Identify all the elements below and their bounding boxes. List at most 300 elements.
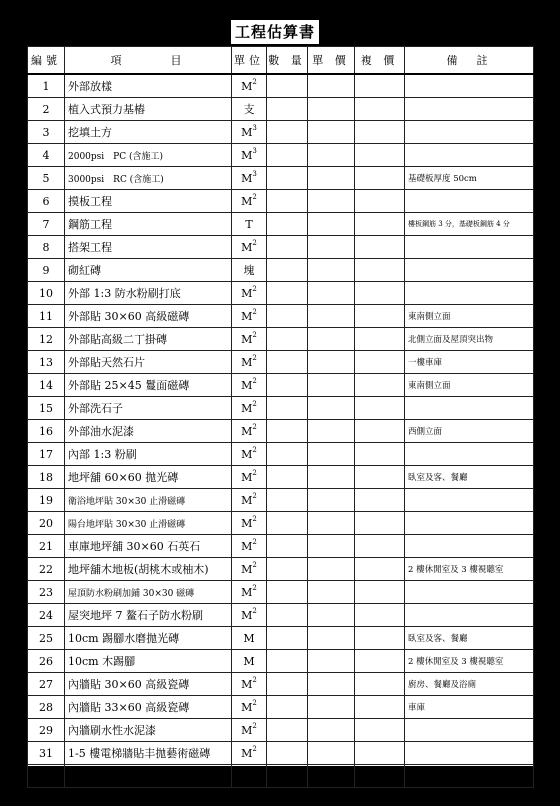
row-total-price <box>355 443 405 466</box>
row-remark: 車庫 <box>405 696 534 719</box>
row-unit-exponent: 3 <box>252 123 257 132</box>
row-item: 外部洗石子 <box>65 397 232 420</box>
row-quantity <box>267 121 308 144</box>
estimate-table <box>27 46 534 788</box>
row-unit-exponent: 2 <box>252 560 257 569</box>
row-unit-price <box>308 236 355 259</box>
row-total-price <box>355 328 405 351</box>
row-unit-price <box>308 650 355 673</box>
row-remark <box>405 121 534 144</box>
row-unit-text: M <box>241 125 253 139</box>
row-quantity <box>267 719 308 742</box>
row-unit-price <box>308 489 355 512</box>
row-number: 28 <box>28 696 65 719</box>
row-remark: 臥室及客、餐廳 <box>405 466 534 489</box>
row-unit <box>232 397 267 420</box>
row-unit-price <box>308 719 355 742</box>
row-unit <box>232 466 267 489</box>
row-unit-exponent: 2 <box>252 284 257 293</box>
row-item: 挖填土方 <box>65 121 232 144</box>
row-number: 29 <box>28 719 65 742</box>
row-item: 內牆貼 33×60 高級瓷磚 <box>65 696 232 719</box>
row-unit-exponent: 2 <box>252 445 257 454</box>
row-total-price <box>355 121 405 144</box>
header-remarks: 備 註 <box>405 47 534 75</box>
row-total-price <box>355 512 405 535</box>
row-unit <box>232 328 267 351</box>
row-unit-text: M <box>241 677 253 691</box>
row-total-price <box>355 190 405 213</box>
row-quantity <box>267 765 308 788</box>
row-unit <box>232 696 267 719</box>
row-unit-text: M <box>241 608 253 622</box>
row-remark: 基礎板厚度 50cm <box>405 167 534 190</box>
row-number: 13 <box>28 351 65 374</box>
row-unit-price <box>308 604 355 627</box>
row-item: 地坪舖木地板(胡桃木或柚木) <box>65 558 232 581</box>
row-item: 陽台地坪貼 30×30 止滑磁磚 <box>65 512 232 535</box>
row-item: 10cm 木踢腳 <box>65 650 232 673</box>
table-row <box>28 374 534 397</box>
row-number: 7 <box>28 213 65 236</box>
row-unit-exponent: 2 <box>252 468 257 477</box>
row-unit-text: M <box>241 148 253 162</box>
row-number: 9 <box>28 259 65 282</box>
row-total-price <box>355 236 405 259</box>
row-unit <box>232 167 267 190</box>
row-total-price <box>355 558 405 581</box>
table-row <box>28 74 534 98</box>
row-quantity <box>267 673 308 696</box>
row-total-price <box>355 489 405 512</box>
row-number: 27 <box>28 673 65 696</box>
table-row <box>28 719 534 742</box>
row-remark: 2 樓休閒室及 3 樓視聽室 <box>405 558 534 581</box>
table-row <box>28 236 534 259</box>
row-item: 內牆貼 30×60 高級瓷磚 <box>65 673 232 696</box>
row-unit-exponent: 2 <box>252 307 257 316</box>
row-quantity <box>267 650 308 673</box>
row-quantity <box>267 489 308 512</box>
row-unit-text: M <box>243 631 255 645</box>
header-item: 項 目 <box>65 47 232 75</box>
row-total-price <box>355 673 405 696</box>
row-total-price <box>355 420 405 443</box>
row-unit-price <box>308 213 355 236</box>
table-row <box>28 190 534 213</box>
row-remark <box>405 719 534 742</box>
row-remark <box>405 98 534 121</box>
row-remark <box>405 144 534 167</box>
header-number: 編號 <box>28 47 65 75</box>
row-quantity <box>267 397 308 420</box>
row-quantity <box>267 374 308 397</box>
row-unit-price <box>308 282 355 305</box>
row-unit-text: M <box>241 194 253 208</box>
row-total-price <box>355 535 405 558</box>
row-quantity <box>267 742 308 765</box>
row-unit-exponent: 2 <box>252 698 257 707</box>
row-unit <box>232 121 267 144</box>
row-unit <box>232 282 267 305</box>
row-unit-price <box>308 351 355 374</box>
row-total-price <box>355 719 405 742</box>
row-total-price <box>355 351 405 374</box>
row-item: 1-5 樓電梯牆進口大理石門面修飾 <box>65 765 232 788</box>
row-unit-price <box>308 558 355 581</box>
table-row <box>28 650 534 673</box>
row-number: 31 <box>28 742 65 765</box>
row-unit-text: M <box>241 746 253 760</box>
table-row <box>28 328 534 351</box>
row-item: 10cm 踢腳水磨拋光磚 <box>65 627 232 650</box>
row-total-price <box>355 259 405 282</box>
row-remark: 北側立面及屋頂突出物 <box>405 328 534 351</box>
row-total-price <box>355 627 405 650</box>
row-item: 外部油水泥漆 <box>65 420 232 443</box>
header-quantity: 數 量 <box>267 47 308 75</box>
row-unit-price <box>308 98 355 121</box>
row-quantity <box>267 98 308 121</box>
row-unit <box>232 558 267 581</box>
row-unit-exponent: 2 <box>252 721 257 730</box>
row-total-price <box>355 466 405 489</box>
row-unit <box>232 512 267 535</box>
row-item: 內牆刷水性水泥漆 <box>65 719 232 742</box>
row-item: 外部放樣 <box>65 74 232 98</box>
row-number: 15 <box>28 397 65 420</box>
row-unit-exponent: 2 <box>252 514 257 523</box>
row-unit <box>232 604 267 627</box>
row-remark <box>405 74 534 98</box>
table-row <box>28 535 534 558</box>
row-quantity <box>267 512 308 535</box>
row-unit <box>232 190 267 213</box>
row-number: 25 <box>28 627 65 650</box>
table-row <box>28 282 534 305</box>
row-number: 8 <box>28 236 65 259</box>
row-number: 10 <box>28 282 65 305</box>
row-quantity <box>267 236 308 259</box>
table-row <box>28 420 534 443</box>
row-number: 3 <box>28 121 65 144</box>
row-unit-price <box>308 121 355 144</box>
row-number: 16 <box>28 420 65 443</box>
row-unit-price <box>308 581 355 604</box>
row-unit-text: M <box>241 493 253 507</box>
row-quantity <box>267 627 308 650</box>
row-unit-price <box>308 328 355 351</box>
row-unit-price <box>308 443 355 466</box>
row-total-price <box>355 98 405 121</box>
row-unit-exponent: 2 <box>252 606 257 615</box>
row-item: 外部貼高級二丁掛磚 <box>65 328 232 351</box>
row-unit-exponent: 2 <box>252 77 257 86</box>
row-quantity <box>267 535 308 558</box>
table-row <box>28 98 534 121</box>
row-number: 12 <box>28 328 65 351</box>
row-unit-price <box>308 512 355 535</box>
header-total-price: 複 價 <box>355 47 405 75</box>
row-total-price <box>355 213 405 236</box>
row-unit <box>232 351 267 374</box>
row-item: 衛浴地坪貼 30×30 止滑磁磚 <box>65 489 232 512</box>
row-quantity <box>267 213 308 236</box>
row-unit-text: M <box>241 401 253 415</box>
row-unit-price <box>308 696 355 719</box>
row-remark <box>405 282 534 305</box>
row-total-price <box>355 604 405 627</box>
table-row <box>28 466 534 489</box>
row-unit-exponent: 2 <box>252 353 257 362</box>
row-unit-price <box>308 466 355 489</box>
table-row <box>28 351 534 374</box>
row-unit-price <box>308 374 355 397</box>
row-unit <box>232 144 267 167</box>
row-unit-price <box>308 673 355 696</box>
row-number: 26 <box>28 650 65 673</box>
row-unit-price <box>308 167 355 190</box>
row-unit <box>232 627 267 650</box>
row-item: 外部 1:3 防水粉刷打底 <box>65 282 232 305</box>
row-unit-price <box>308 397 355 420</box>
row-remark <box>405 190 534 213</box>
row-remark: 2 樓休閒室及 3 樓視聽室 <box>405 650 534 673</box>
row-remark <box>405 742 534 765</box>
row-item: 1-5 樓電梯牆貼丰拋藝術磁磚 <box>65 742 232 765</box>
row-item: 摸板工程 <box>65 190 232 213</box>
row-quantity <box>267 259 308 282</box>
row-unit <box>232 259 267 282</box>
table-row <box>28 167 534 190</box>
row-unit-exponent: 2 <box>252 422 257 431</box>
row-item: 地坪舖 60×60 拋光磚 <box>65 466 232 489</box>
row-total-price <box>355 282 405 305</box>
table-row <box>28 121 534 144</box>
row-total-price <box>355 74 405 98</box>
row-remark <box>405 236 534 259</box>
row-remark <box>405 604 534 627</box>
row-number: 5 <box>28 167 65 190</box>
row-quantity <box>267 443 308 466</box>
table-row <box>28 673 534 696</box>
row-unit-text: M <box>241 700 253 714</box>
row-number: 14 <box>28 374 65 397</box>
row-unit-exponent: 2 <box>252 744 257 753</box>
row-item: 鋼筋工程 <box>65 213 232 236</box>
row-item: 2000psi PC (含施工) <box>65 144 232 167</box>
row-unit-text: 塊 <box>243 264 255 277</box>
row-item: 屋頂防水粉刷加鋪 30×30 磁磚 <box>65 581 232 604</box>
row-unit <box>232 420 267 443</box>
row-unit-price <box>308 742 355 765</box>
row-number: 2 <box>28 98 65 121</box>
row-unit-text: M <box>241 585 253 599</box>
row-unit-price <box>308 305 355 328</box>
row-unit-exponent: 2 <box>252 238 257 247</box>
table-row <box>28 259 534 282</box>
row-quantity <box>267 305 308 328</box>
row-unit <box>232 535 267 558</box>
row-unit <box>232 650 267 673</box>
row-unit <box>232 74 267 98</box>
row-unit-exponent: 2 <box>252 583 257 592</box>
row-quantity <box>267 144 308 167</box>
row-unit-price <box>308 535 355 558</box>
row-unit-text: 支 <box>243 103 255 116</box>
table-row <box>28 213 534 236</box>
row-remark: 樓板鋼筋 3 分，基礎板鋼筋 4 分 <box>405 213 534 236</box>
row-remark: 臥室及客、餐廳 <box>405 627 534 650</box>
row-quantity <box>267 351 308 374</box>
table-row <box>28 397 534 420</box>
row-unit-text: M <box>241 470 253 484</box>
row-quantity <box>267 466 308 489</box>
row-quantity <box>267 282 308 305</box>
row-total-price <box>355 581 405 604</box>
row-remark: 一樓車庫 <box>405 351 534 374</box>
row-remark <box>405 765 534 788</box>
row-item: 屋突地坪 7 鳌石子防水粉刷 <box>65 604 232 627</box>
row-unit-text: M <box>241 171 253 185</box>
table-row <box>28 144 534 167</box>
table-row <box>28 696 534 719</box>
row-number: 21 <box>28 535 65 558</box>
row-total-price <box>355 397 405 420</box>
table-row <box>28 742 534 765</box>
row-unit <box>232 742 267 765</box>
row-number: 18 <box>28 466 65 489</box>
table-row <box>28 512 534 535</box>
table-row <box>28 604 534 627</box>
row-item: 外部貼 25×45 鬘面磁磚 <box>65 374 232 397</box>
row-remark: 廚房、餐廳及浴廁 <box>405 673 534 696</box>
row-unit-text: M <box>241 562 253 576</box>
table-row <box>28 627 534 650</box>
row-quantity <box>267 420 308 443</box>
row-remark: 東南側立面 <box>405 374 534 397</box>
row-number: 4 <box>28 144 65 167</box>
row-total-price <box>355 696 405 719</box>
table-row <box>28 443 534 466</box>
row-total-price <box>355 305 405 328</box>
row-unit <box>232 673 267 696</box>
header-unit: 單位 <box>232 47 267 75</box>
row-remark: 東南側立面 <box>405 305 534 328</box>
row-item: 植入式預力基樁 <box>65 98 232 121</box>
table-row <box>28 765 534 788</box>
row-unit-text: M <box>241 240 253 254</box>
table-header-row <box>28 47 534 75</box>
row-number: 19 <box>28 489 65 512</box>
row-unit-price <box>308 627 355 650</box>
row-number: 6 <box>28 190 65 213</box>
row-unit <box>232 581 267 604</box>
row-total-price <box>355 742 405 765</box>
row-unit-text: M <box>241 424 253 438</box>
row-quantity <box>267 558 308 581</box>
row-remark <box>405 259 534 282</box>
row-total-price <box>355 374 405 397</box>
row-item: 3000psi RC (含施工) <box>65 167 232 190</box>
row-unit-exponent: 2 <box>252 330 257 339</box>
row-total-price <box>355 167 405 190</box>
row-quantity <box>267 604 308 627</box>
row-unit-exponent: 2 <box>252 491 257 500</box>
row-unit <box>232 374 267 397</box>
row-unit-price <box>308 74 355 98</box>
row-unit <box>232 305 267 328</box>
row-unit-exponent: 3 <box>252 146 257 155</box>
row-quantity <box>267 74 308 98</box>
row-number: 32 <box>28 765 65 788</box>
row-number: 24 <box>28 604 65 627</box>
table-row <box>28 581 534 604</box>
row-unit-price <box>308 259 355 282</box>
row-remark <box>405 397 534 420</box>
row-number: 23 <box>28 581 65 604</box>
row-remark <box>405 581 534 604</box>
row-item: 砌紅磚 <box>65 259 232 282</box>
table-row <box>28 489 534 512</box>
row-unit-text: M <box>241 309 253 323</box>
header-unit-price: 單 價 <box>308 47 355 75</box>
row-unit-text: M <box>241 723 253 737</box>
row-remark <box>405 512 534 535</box>
row-remark <box>405 443 534 466</box>
row-number: 11 <box>28 305 65 328</box>
row-unit-text: 樘 <box>243 770 255 783</box>
row-total-price <box>355 765 405 788</box>
row-remark: 西側立面 <box>405 420 534 443</box>
row-unit-text: M <box>241 378 253 392</box>
row-unit-price <box>308 190 355 213</box>
row-unit <box>232 489 267 512</box>
row-unit-exponent: 2 <box>252 537 257 546</box>
table-row <box>28 305 534 328</box>
row-unit <box>232 719 267 742</box>
row-quantity <box>267 190 308 213</box>
row-unit-text: M <box>241 286 253 300</box>
row-unit-exponent: 3 <box>252 169 257 178</box>
row-remark <box>405 489 534 512</box>
row-number: 20 <box>28 512 65 535</box>
row-item: 外部貼天然石片 <box>65 351 232 374</box>
row-item: 搭架工程 <box>65 236 232 259</box>
row-unit <box>232 765 267 788</box>
row-unit-price <box>308 765 355 788</box>
row-total-price <box>355 144 405 167</box>
row-number: 17 <box>28 443 65 466</box>
row-unit <box>232 213 267 236</box>
row-item: 內部 1:3 粉刷 <box>65 443 232 466</box>
row-unit-text: T <box>245 217 253 231</box>
row-unit-exponent: 2 <box>252 675 257 684</box>
table-body <box>28 74 534 788</box>
row-unit <box>232 443 267 466</box>
row-quantity <box>267 696 308 719</box>
row-unit-price <box>308 144 355 167</box>
row-unit-price <box>308 420 355 443</box>
row-quantity <box>267 167 308 190</box>
row-number: 1 <box>28 74 65 98</box>
row-unit-exponent: 2 <box>252 399 257 408</box>
row-remark <box>405 535 534 558</box>
row-total-price <box>355 650 405 673</box>
row-unit-text: M <box>241 539 253 553</box>
row-unit-text: M <box>241 447 253 461</box>
table-row <box>28 558 534 581</box>
